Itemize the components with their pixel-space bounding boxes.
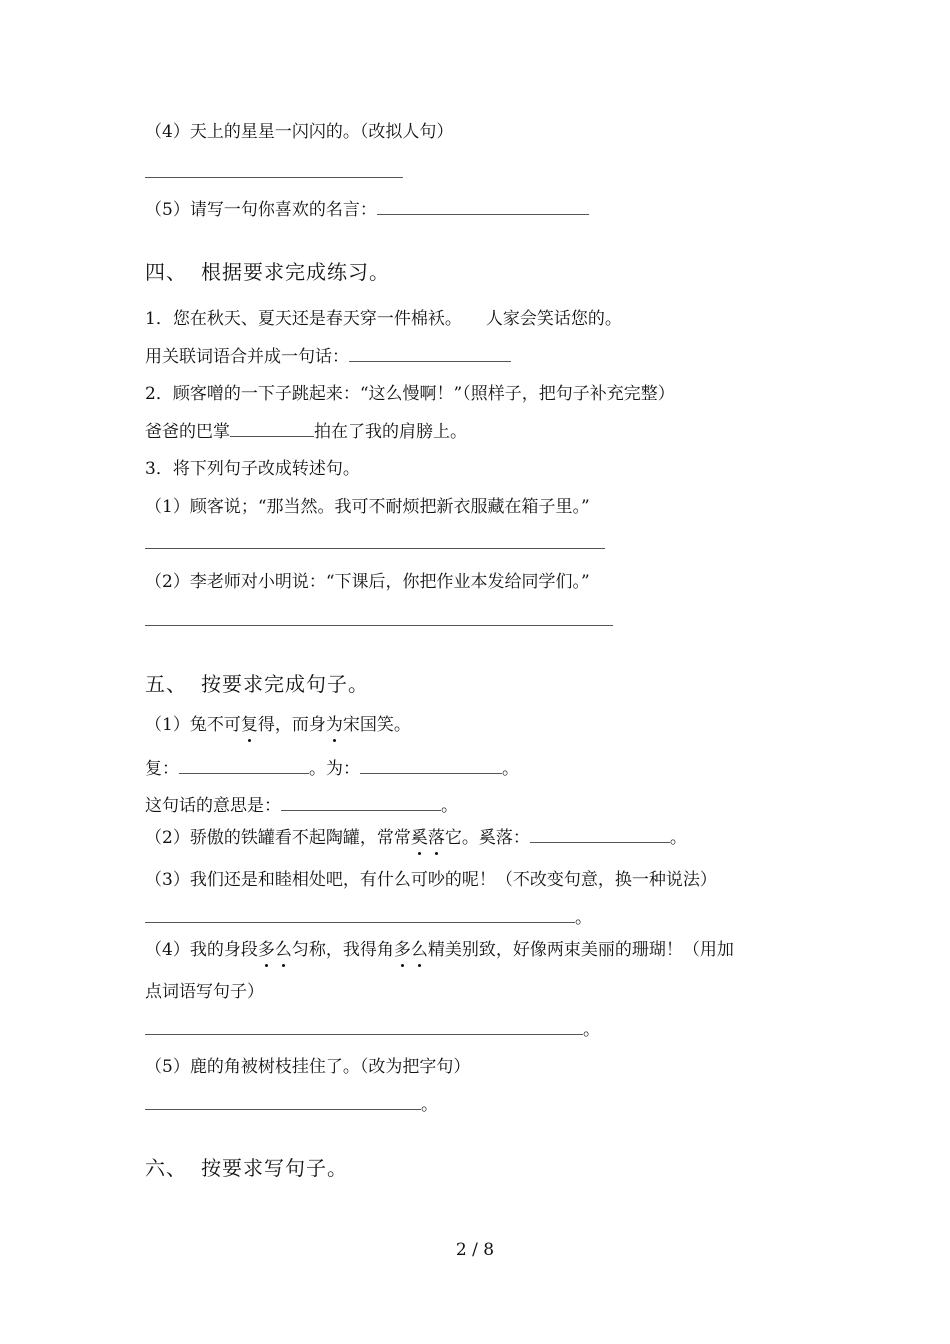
section-6-title: 按要求写句子。: [201, 1156, 348, 1180]
section-4-number: 四、: [145, 260, 187, 284]
item-4-1-part-b: 人家会笑话您的。: [485, 309, 622, 329]
item-5-4: [145, 938, 734, 962]
dotted-char-wei: 为: [325, 715, 343, 735]
period-6: 。: [583, 1020, 600, 1040]
item-4-1: [145, 307, 622, 331]
item-5-3-answer: [145, 906, 592, 930]
item-4-1-instruction: [145, 345, 511, 369]
item-5-2-b: 它。奚落：: [444, 828, 530, 848]
item-5-1: [145, 713, 411, 737]
answer-line-4-3-2[interactable]: [145, 625, 613, 626]
period-3: 。: [441, 796, 458, 816]
period-7: 。: [421, 1095, 438, 1115]
item-4-1-instruction-text: 用关联词语合并成一句话：: [145, 347, 349, 367]
answer-blank-5-4[interactable]: [145, 1018, 583, 1035]
item-4-2-post: 拍在了我的肩膀上。: [314, 422, 467, 442]
answer-line-4-3-1[interactable]: [145, 548, 605, 549]
answer-blank-5-5[interactable]: [145, 1093, 421, 1110]
item-4-1-part-a: 1．您在秋天、夏天还是春天穿一件棉袄。: [145, 309, 462, 329]
section-5-title: 按要求完成句子。: [201, 672, 369, 696]
period-4: 。: [669, 828, 687, 848]
period-1: 。: [309, 759, 326, 779]
item-5-2: [145, 826, 687, 850]
item-5-4-answer: [145, 1018, 600, 1042]
section-5-number: 五、: [145, 672, 187, 696]
label-wei: 为：: [326, 759, 360, 779]
dotted-char-luo: 落: [427, 828, 445, 848]
item-4-3-1: （1）顾客说；“那当然。我可不耐烦把新衣服藏在箱子里。”: [145, 497, 590, 517]
answer-blank-xiluo[interactable]: [530, 826, 670, 843]
answer-blank-fu[interactable]: [179, 757, 309, 774]
item-4-2: 2．顾客噌的一下子跳起来：“这么慢啊！”（照样子，把句子补充完整）: [145, 384, 675, 404]
question-5: [145, 198, 589, 222]
item-5-4-a: （4）我的身段: [145, 940, 258, 960]
section-4-title: 根据要求完成练习。: [201, 260, 390, 284]
item-5-1-meaning: [145, 794, 458, 818]
question-4: （4）天上的星星一闪闪的。（改拟人句）: [145, 122, 454, 142]
page-number: 2 / 8: [455, 1240, 495, 1260]
item-5-1-c: 宋国笑。: [342, 715, 411, 735]
item-5-1-a: （1）兔不可: [145, 715, 241, 735]
period-5: 。: [575, 908, 592, 928]
item-4-3-2: （2）李老师对小明说：“下课后，你把作业本发给同学们。”: [145, 572, 590, 592]
section-6-number: 六、: [145, 1156, 187, 1180]
dotted-char-me-1: 么: [274, 940, 292, 960]
dotted-char-fu: 复: [240, 715, 258, 735]
item-4-2-pre: 爸爸的巴掌: [145, 422, 230, 442]
dotted-char-xi: 奚: [410, 828, 428, 848]
question-5-text: （5）请写一句你喜欢的名言：: [145, 200, 377, 220]
answer-blank-4-1[interactable]: [349, 345, 511, 362]
section-6-heading: [145, 1156, 348, 1180]
answer-blank-wei[interactable]: [360, 757, 502, 774]
item-5-5-answer: [145, 1093, 438, 1117]
dotted-char-duo-2: 多: [393, 940, 411, 960]
label-fu: 复：: [145, 759, 179, 779]
answer-line-q4[interactable]: [145, 177, 403, 178]
section-5-heading: [145, 672, 369, 696]
item-5-4-continued: 点词语写句子）: [145, 982, 264, 1002]
answer-blank-4-2[interactable]: [230, 420, 314, 437]
dotted-char-me-2: 么: [410, 940, 428, 960]
answer-blank-q5[interactable]: [377, 198, 589, 215]
item-4-2-sentence: [145, 420, 467, 444]
item-5-3: （3）我们还是和睦相处吧，有什么可吵的呢！（不改变句意，换一种说法）: [145, 870, 717, 890]
dotted-char-duo-1: 多: [257, 940, 275, 960]
item-4-3: 3．将下列句子改成转述句。: [145, 459, 360, 479]
item-5-5: （5）鹿的角被树枝挂住了。（改为把字句）: [145, 1057, 471, 1077]
item-5-4-b: 匀称，我得角: [291, 940, 394, 960]
meaning-label: 这句话的意思是：: [145, 796, 281, 816]
item-5-1-answers: [145, 757, 519, 781]
section-4-heading: [145, 260, 390, 284]
answer-blank-5-3[interactable]: [145, 906, 575, 923]
item-5-4-c: 精美别致，好像两束美丽的珊瑚！（用加: [427, 940, 734, 960]
item-5-1-b: 得，而身: [257, 715, 326, 735]
answer-blank-meaning[interactable]: [281, 794, 441, 811]
period-2: 。: [502, 759, 519, 779]
item-5-2-a: （2）骄傲的铁罐看不起陶罐，常常: [145, 828, 411, 848]
